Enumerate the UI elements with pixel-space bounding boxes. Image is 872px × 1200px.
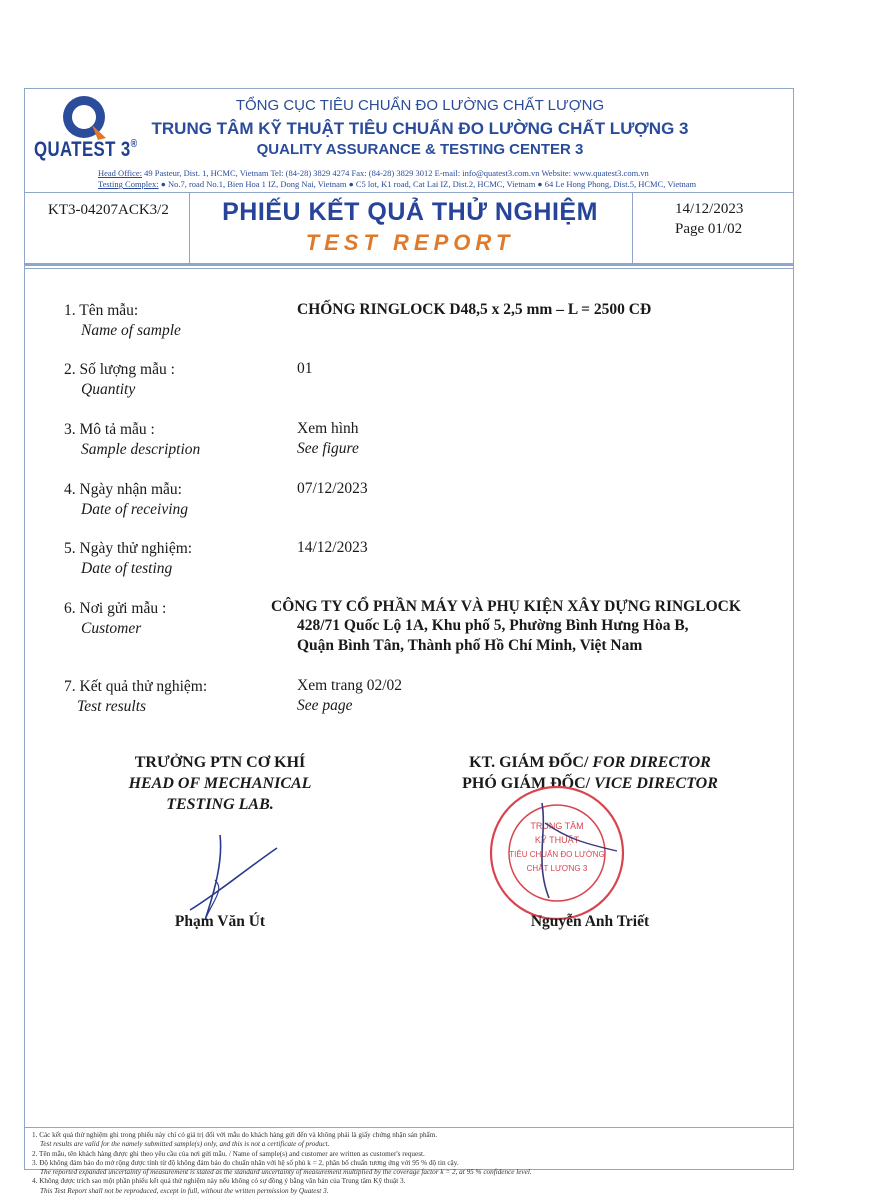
description-value: Xem hình bbox=[297, 420, 359, 437]
field-label: 3. Mô tả mẫu : bbox=[64, 421, 155, 438]
header-center-en: QUALITY ASSURANCE & TESTING CENTER 3 bbox=[256, 141, 584, 158]
left-signature-icon bbox=[185, 830, 285, 925]
right-signer-title: KT. GIÁM ĐỐC/ FOR DIRECTOR bbox=[469, 754, 711, 771]
logo-wordmark: QUATEST 3® bbox=[34, 138, 138, 161]
test-results-value: Xem trang 02/02 bbox=[297, 677, 403, 694]
note-item-en: This Test Report shall not be reproduced, except in full, without the written permission by Quatest 3. bbox=[40, 1186, 329, 1195]
report-code: KT3-04207ACK3/2 bbox=[48, 202, 169, 218]
right-signer-name: Nguyễn Anh Triết bbox=[530, 913, 650, 930]
field-label: 1. Tên mẫu: bbox=[64, 302, 139, 319]
svg-text:CHẤT LƯỢNG 3: CHẤT LƯỢNG 3 bbox=[526, 864, 588, 873]
left-signer-title-en2: TESTING LAB. bbox=[166, 796, 274, 813]
svg-text:TRUNG TÂM: TRUNG TÂM bbox=[530, 821, 584, 831]
quantity-value: 01 bbox=[297, 360, 313, 377]
description-value-en: See figure bbox=[297, 440, 359, 457]
customer-address-line1: 428/71 Quốc Lộ 1A, Khu phố 5, Phường Bình Hưng Hòa B, bbox=[297, 617, 689, 634]
field-label-en: Test results bbox=[77, 698, 147, 715]
left-signer-name: Phạm Văn Út bbox=[174, 913, 266, 930]
testing-date-value: 14/12/2023 bbox=[297, 539, 368, 556]
sample-name-value: CHỐNG RINGLOCK D48,5 x 2,5 mm – L = 2500 CĐ bbox=[297, 301, 652, 318]
left-signer-title-vn: TRƯỞNG PTN CƠ KHÍ bbox=[134, 754, 306, 771]
note-item: 3. Độ không đảm bảo đo mở rộng được tính từ độ không đảm bảo đo chuẩn nhân với hệ số phủ k = 2, phân bố chuẩn tương ứng với 95 % độ tin cậy. bbox=[32, 1158, 459, 1167]
test-results-value-en: See page bbox=[297, 697, 353, 714]
title-divider bbox=[24, 263, 794, 266]
customer-name: CÔNG TY CỔ PHẦN MÁY VÀ PHỤ KIỆN XÂY DỰNG RINGLOCK bbox=[271, 598, 741, 615]
note-item: 4. Không được trích sao một phần phiếu kết quả thử nghiệm này nếu không có sự đồng ý bằng văn bản của Trung tâm Kỹ thuật 3. bbox=[32, 1177, 406, 1186]
svg-text:TIÊU CHUẨN ĐO LƯỜNG: TIÊU CHUẨN ĐO LƯỜNG bbox=[509, 850, 605, 859]
footnotes bbox=[32, 1131, 792, 1196]
note-item-en: Test results are valid for the namely submitted sample(s) only, and this is not a certificate of product. bbox=[40, 1140, 330, 1149]
report-page: Page 01/02 bbox=[675, 221, 743, 237]
field-label: 2. Số lượng mẫu : bbox=[64, 361, 175, 378]
field-label-en: Sample description bbox=[81, 441, 201, 458]
testing-complex-line: Testing Complex: ● No.7, road No.1, Bien Hoa 1 IZ, Dong Nai, Vietnam ● C5 lot, K1 road, Cat Lai IZ, Dist.2, HCMC, Vietnam ● 64 Le Hong Phong, Dist.5, HCMC, Vietnam bbox=[98, 179, 697, 189]
field-label: 4. Ngày nhận mẫu: bbox=[64, 481, 182, 498]
right-signer-title2: PHÓ GIÁM ĐỐC/ VICE DIRECTOR bbox=[462, 775, 718, 792]
footnote-divider bbox=[24, 1127, 794, 1128]
field-label-en: Quantity bbox=[81, 381, 136, 398]
header-ministry: TỔNG CỤC TIÊU CHUẨN ĐO LƯỜNG CHẤT LƯỢNG bbox=[235, 97, 605, 114]
field-label: 6. Nơi gửi mẫu : bbox=[64, 600, 167, 617]
header-center-vn: TRUNG TÂM KỸ THUẬT TIÊU CHUẨN ĐO LƯỜNG CHẤT LƯỢNG 3 bbox=[151, 119, 689, 138]
field-label-en: Date of receiving bbox=[81, 501, 189, 518]
report-title-en: TEST REPORT bbox=[305, 230, 515, 255]
note-item: 2. Tên mẫu, tên khách hàng được ghi theo yêu cầu của nơi gửi mẫu. / Name of sample(s) and customer are written as customer's request. bbox=[32, 1149, 425, 1158]
svg-text:KỸ THUẬT: KỸ THUẬT bbox=[534, 835, 580, 845]
report-date: 14/12/2023 bbox=[675, 201, 744, 217]
note-item: 1. Các kết quả thử nghiệm ghi trong phiếu này chỉ có giá trị đối với mẫu do khách hàng gửi đến và không phải là giấy chứng nhận sản phẩm. bbox=[32, 1131, 438, 1139]
left-signer-title-en: HEAD OF MECHANICAL bbox=[128, 775, 312, 792]
title-divider-thin bbox=[24, 268, 794, 269]
head-office-line: Head Office: 49 Pasteur, Dist. 1, HCMC, Vietnam Tel: (84-28) 3829 4274 Fax: (84-28) 3829 3012 E-mail: info@quatest3.com.vn Website: www.quatest3.com.vn bbox=[98, 168, 649, 178]
field-label-en: Customer bbox=[81, 620, 142, 637]
field-label: 5. Ngày thử nghiệm: bbox=[64, 540, 193, 557]
field-label-en: Name of sample bbox=[81, 322, 181, 339]
report-title-vn: PHIẾU KẾT QUẢ THỬ NGHIỆM bbox=[222, 198, 598, 226]
field-label-en: Date of testing bbox=[81, 560, 173, 577]
receiving-date-value: 07/12/2023 bbox=[297, 480, 368, 497]
customer-address-line2: Quận Bình Tân, Thành phố Hồ Chí Minh, Việt Nam bbox=[297, 637, 643, 654]
field-label: 7. Kết quả thử nghiệm: bbox=[64, 678, 208, 695]
official-stamp-icon bbox=[487, 783, 627, 923]
note-item-en: The reported expanded uncertainty of measurement is stated as the standard uncertainty of measurement multiplied by the coverage factor k = 2, at 95 % confidence level. bbox=[40, 1168, 532, 1177]
